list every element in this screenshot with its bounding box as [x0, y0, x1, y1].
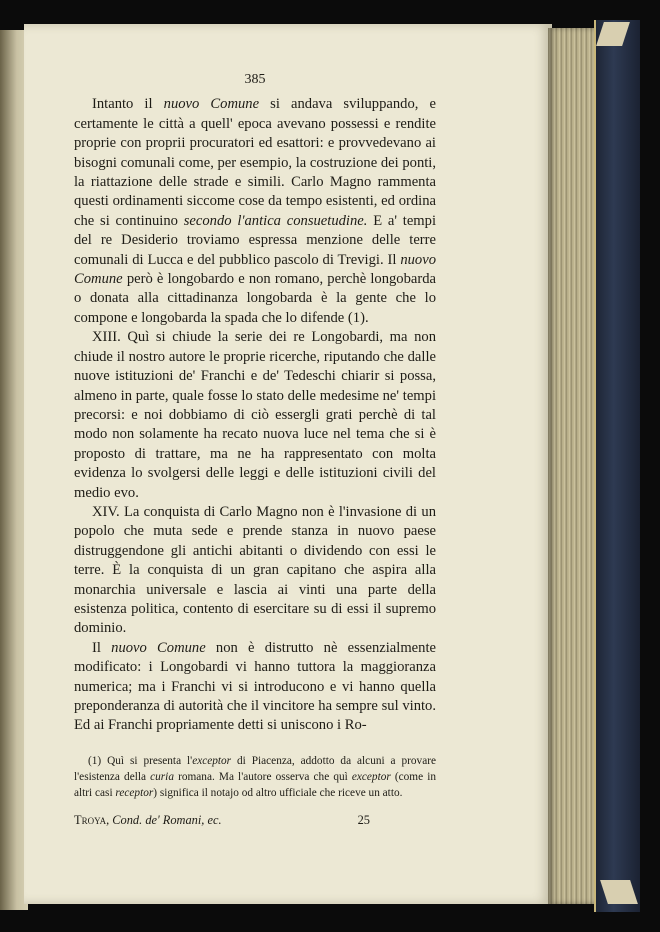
footnote-separator [74, 736, 436, 753]
italic-text: exceptor [192, 754, 232, 767]
signature-title: , Cond. de' Romani, ec. [106, 813, 222, 828]
page-number: 385 [244, 72, 266, 87]
footnote: (1) Quì si presenta l'exceptor di Piacenza, addotto da alcuni a provare l'esistenza della curia romana. Ma l'autore osserva che quì exceptor (come in altri casi receptor) significa il notajo od altro ufficiale che riceve un atto. [74, 754, 436, 800]
italic-text: nuovo Comune [74, 251, 436, 288]
italic-text: nuovo Comune [111, 639, 206, 656]
italic-text: exceptor [351, 771, 391, 784]
italic-text: secondo l'antica consuetudine. [183, 212, 368, 229]
signature-line [74, 811, 436, 830]
italic-text: curia [150, 771, 174, 784]
italic-text: receptor [115, 787, 154, 800]
signature-number: 25 [357, 813, 370, 828]
paragraph: XIV. La conquista di Carlo Magno non è l'invasione di un popolo che muta sede e prende stanza in nuovo paese distruggendone gli antichi abitanti o dividendo con essi le terre. È la conquista di un gran capitano che aspira alla monarchia universale e lascia ai vinti una parte della esistenza politica, contento di esercitare su di essi il supremo dominio. [74, 503, 436, 637]
italic-text: nuovo Comune [163, 96, 260, 113]
paragraph: Il nuovo Comune non è distrutto nè essenzialmente modificato: i Longobardi vi hanno tuttora la maggioranza numerica; ma i Franchi vi si introducono e vi hanno quella preponderanza di autorità che il vincitore ha sempre sul vinto. Ed ai Franchi propriamente detti si uniscono i Ro- [74, 639, 436, 734]
paragraph: XIII. Quì si chiude la serie dei re Longobardi, ma non chiude il nostro autore le proprie ricerche, riputando che dalle nuove istituzioni de' Franchi e de' Tedeschi chiarir si possa, almeno in parte, quale fosse lo stato delle medesime ne' tempi precorsi: e noi dobbiamo di ciò essergli grati perchè di tal modo non solamente ha recato nuova luce nel tema che si è proposto di trattare, ma ne ha rappresentato con molta evidenza lo svolgersi delle leggi e delle istituzioni civili del medio evo. [74, 329, 436, 501]
signature-author: Troya [74, 813, 107, 828]
signature-text [74, 811, 222, 830]
paragraph: Intanto il nuovo Comune si andava sviluppando, e certamente le città a quell' epoca avevano possessi e rendite proprie con proprii procuratori ed esattori: e provvedevano ai bisogni comunali come, per esempio, la costruzione dei ponti, la riattazione delle strade e simili. Carlo Magno rammenta questi ordinamenti siccome cose da tempo esistenti, ed ordina che si continuino secondo l'antica consuetudine. E a' tempi del re Desiderio troviamo espressa menzione delle terre comunali di Lucca e del pubblico pascolo di Trevigi. Il nuovo Comune però è longobardo e non romano, perchè longobarda o donata alla cittadinanza longobarda è la gente che lo compone e longobarda la spada che lo difende (1). [74, 96, 436, 326]
book-cover [594, 20, 640, 912]
page-content [74, 70, 436, 831]
page-stack-edge [548, 28, 596, 904]
